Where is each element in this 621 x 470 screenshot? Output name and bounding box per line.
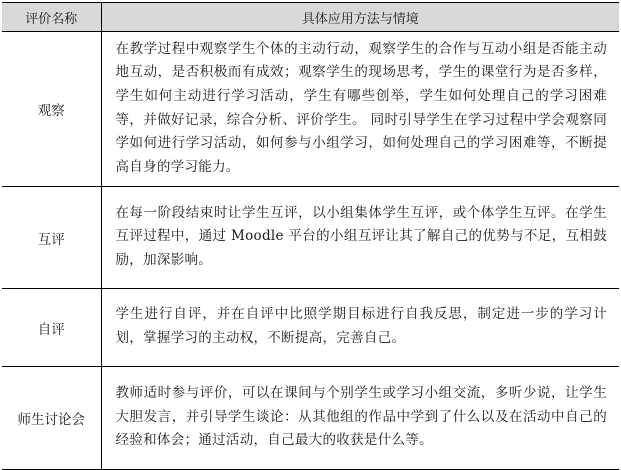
table-row	[2, 367, 619, 470]
row-description-observation: 在教学过程中观察学生个体的主动行动，观察学生的合作与互动小组是否能主动地互动，是否积极而有成效；观察学生的现场思考，学生的课堂行为是否多样，学生如何主动进行学习活动，学生有哪些创举，学生如何处理自己的学习困难等，并做好记录，综合分析、评价学生。 同时引导学生在学习过程中学会观察同学如何进行学习活动，如何参与小组学习，如何处理自己的学习困难等，不断提高自身的学习能力。	[101, 32, 619, 187]
row-description-self-review: 学生进行自评，并在自评中比照学期目标进行自我反思，制定进一步的学习计划，掌握学习的主动权，不断提高，完善自己。	[101, 289, 619, 367]
table-row	[2, 187, 619, 289]
row-name-discussion: 师生讨论会	[2, 367, 101, 470]
table-row	[2, 289, 619, 367]
row-description-peer-review: 在每一阶段结束时让学生互评，以小组集体学生互评，或个体学生互评。在学生互评过程中，通过 Moodle 平台的小组互评让其了解自己的优势与不足，互相鼓励，加深影响。	[101, 187, 619, 289]
row-name-self-review: 自评	[2, 289, 101, 367]
row-description-discussion: 教师适时参与评价，可以在课间与个别学生或学习小组交流，多听少说，让学生大胆发言，并引导学生谈论：从其他组的作品中学到了什么以及在活动中自己的经验和体会；通过活动，自己最大的收获是什么等。	[101, 367, 619, 470]
row-name-peer-review: 互评	[2, 187, 101, 289]
header-row	[2, 3, 619, 32]
table-body	[2, 32, 619, 470]
evaluation-methods-table-container	[2, 2, 619, 470]
row-name-observation: 观察	[2, 32, 101, 187]
header-application-method: 具体应用方法与情境	[101, 3, 619, 32]
header-evaluation-name: 评价名称	[2, 3, 101, 32]
evaluation-methods-table	[2, 2, 619, 470]
table-row	[2, 32, 619, 187]
table-header	[2, 3, 619, 32]
